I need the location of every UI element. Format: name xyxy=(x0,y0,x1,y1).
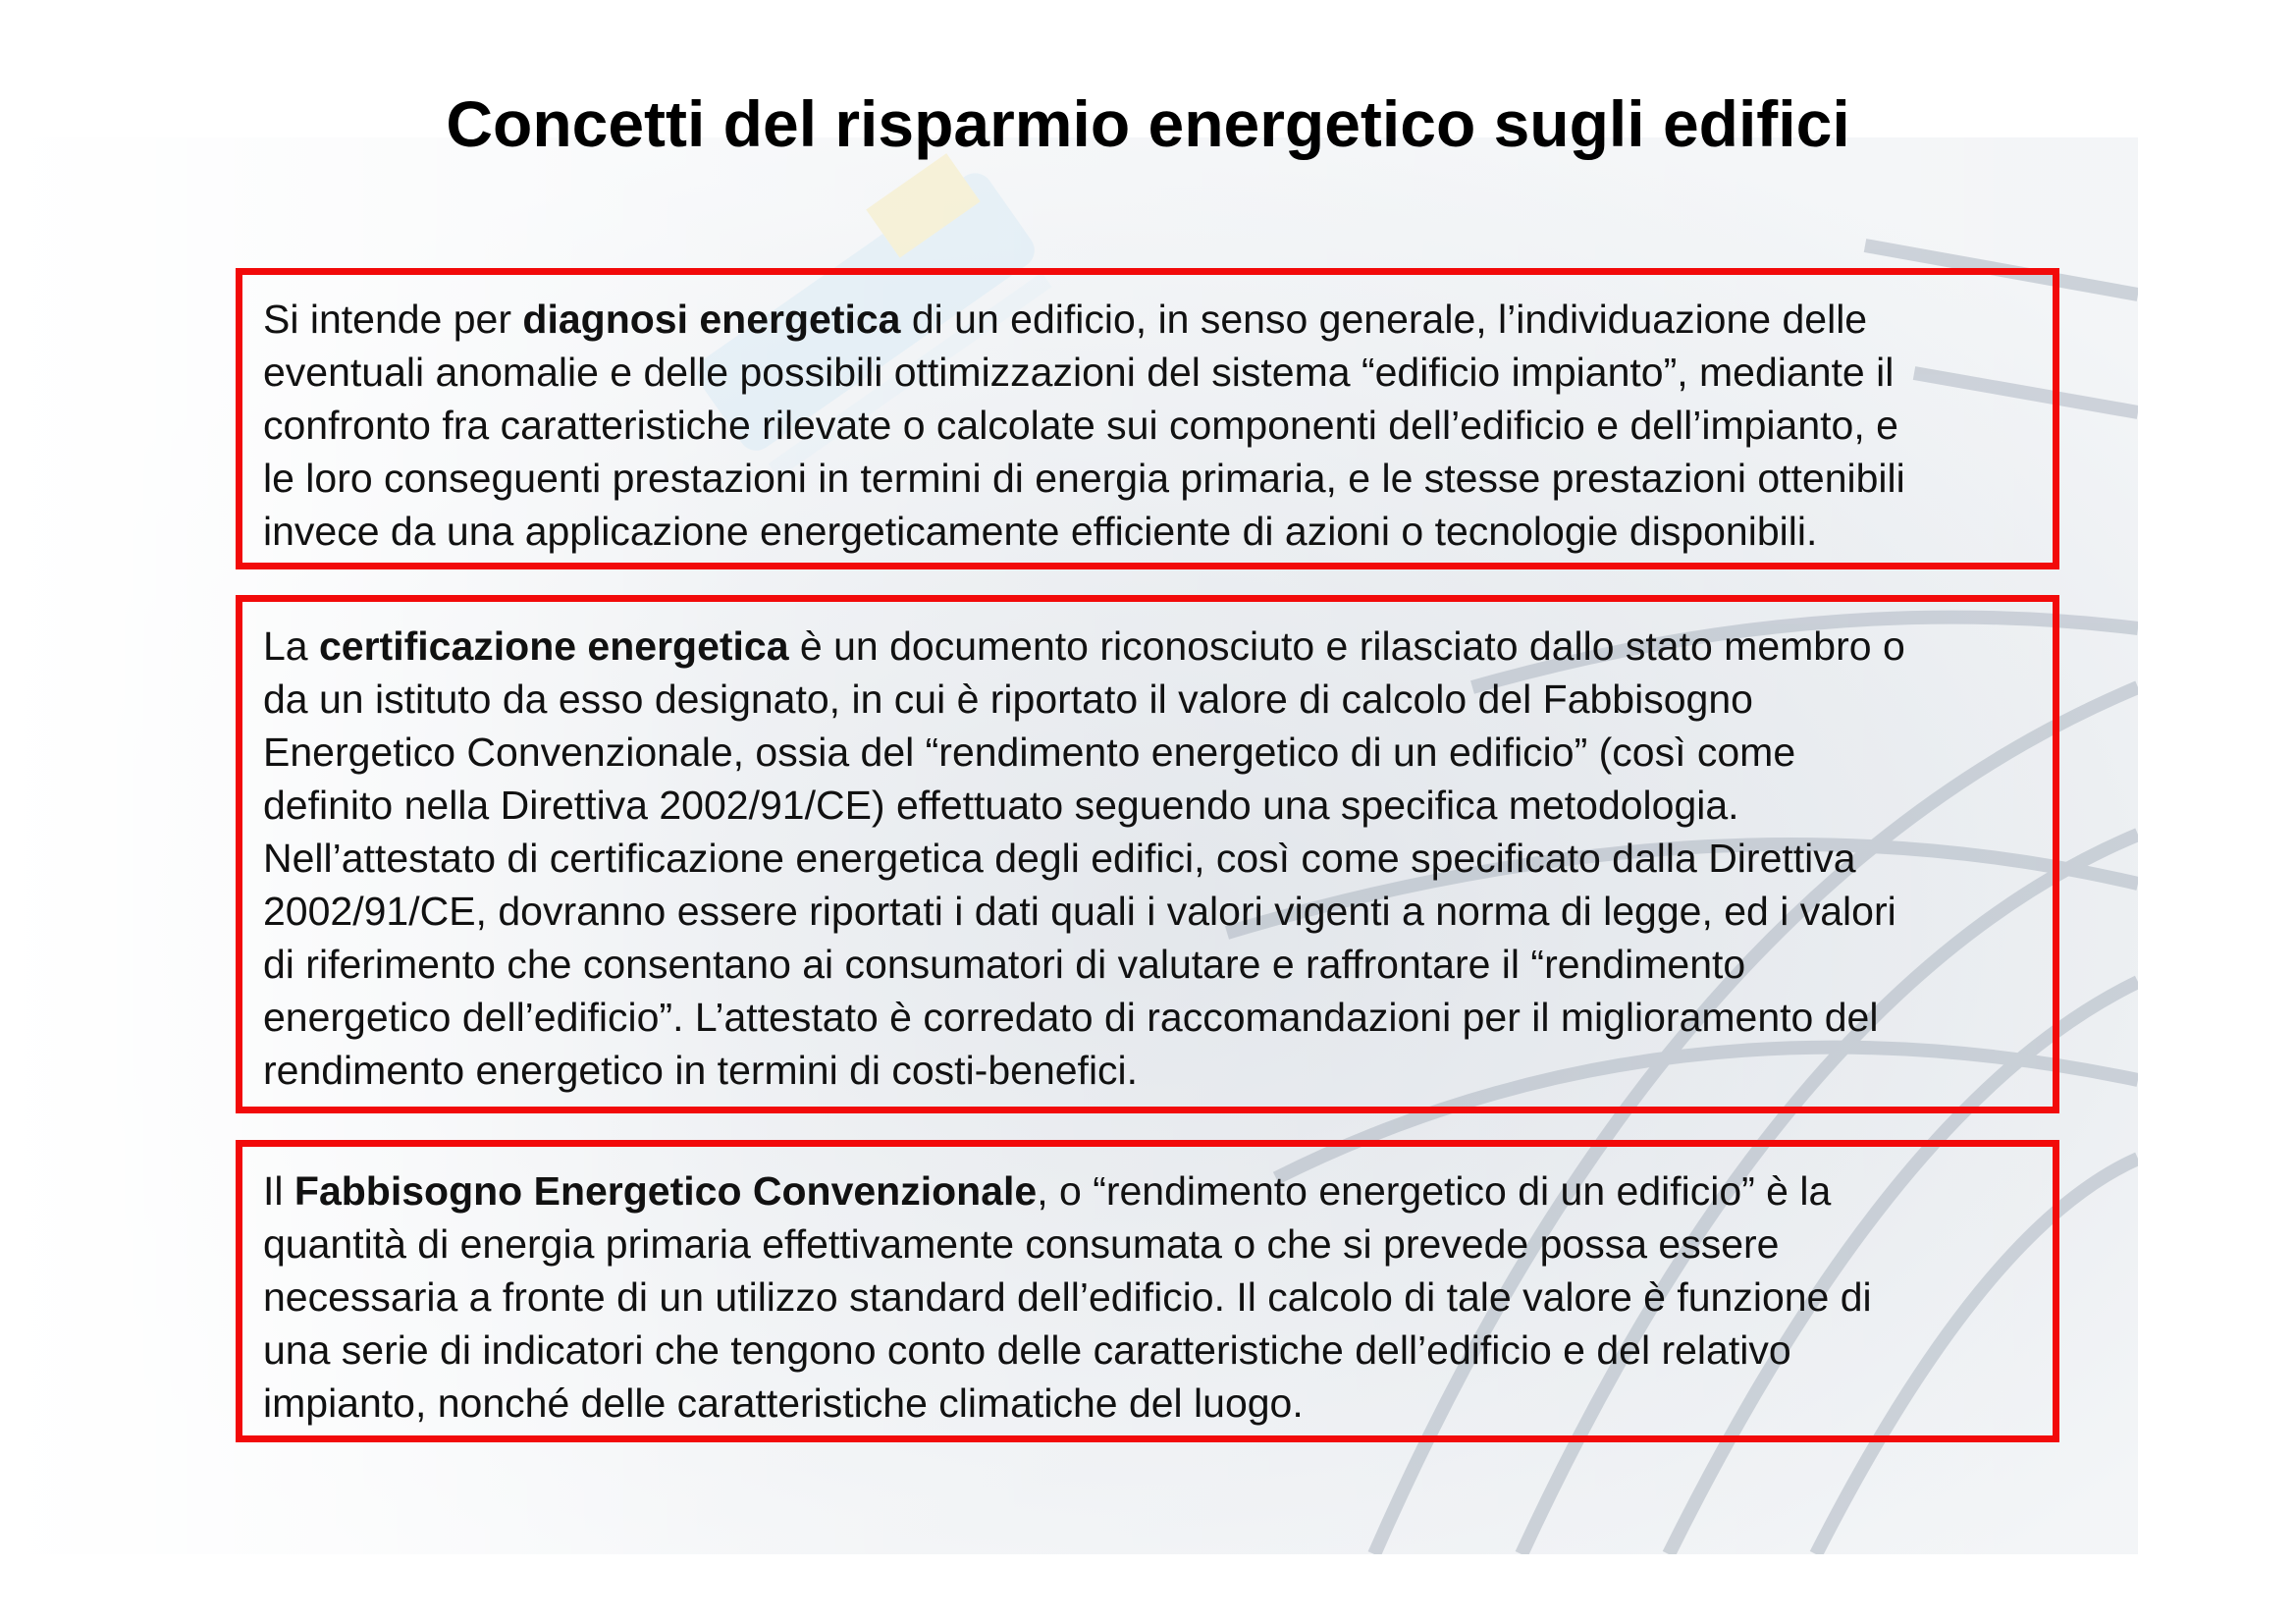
text-line xyxy=(263,885,2027,938)
text-span: Si intende per xyxy=(263,297,523,342)
text-span: Energetico Convenzionale, ossia del “rendimento energetico di un edificio” (così come xyxy=(263,730,1796,775)
text-line xyxy=(263,1164,2027,1217)
text-line xyxy=(263,1271,2027,1324)
energy-need-definition-box xyxy=(236,1140,2059,1442)
text-line xyxy=(263,1324,2027,1377)
text-span: impianto, nonché delle caratteristiche climatiche del luogo. xyxy=(263,1380,1304,1426)
text-line xyxy=(263,1217,2027,1271)
bold-term: certificazione energetica xyxy=(319,623,789,669)
text-line xyxy=(263,991,2027,1044)
text-span: Nell’attestato di certificazione energetica degli edifici, così come specificato dalla Direttiva xyxy=(263,836,1856,881)
bold-term: Fabbisogno Energetico Convenzionale xyxy=(294,1168,1038,1214)
text-line xyxy=(263,779,2027,832)
text-line xyxy=(263,346,2027,399)
text-span: invece da una applicazione energeticamente efficiente di azioni o tecnologie disponibili. xyxy=(263,509,1818,554)
text-span: da un istituto da esso designato, in cui è riportato il valore di calcolo del Fabbisogno xyxy=(263,676,1753,722)
text-line xyxy=(263,399,2027,452)
text-span: rendimento energetico in termini di costi-benefici. xyxy=(263,1048,1139,1093)
text-line xyxy=(263,673,2027,726)
text-line xyxy=(263,832,2027,885)
text-span: di un edificio, in senso generale, l’individuazione delle xyxy=(900,297,1868,342)
text-span: quantità di energia primaria effettivamente consumata o che si prevede possa essere xyxy=(263,1221,1780,1267)
text-line xyxy=(263,1377,2027,1430)
text-span: definito nella Direttiva 2002/91/CE) effettuato seguendo una specifica metodologia. xyxy=(263,783,1739,828)
text-line xyxy=(263,938,2027,991)
page-title: Concetti del risparmio energetico sugli edifici xyxy=(446,87,1850,160)
text-span: energetico dell’edificio”. L’attestato è corredato di raccomandazioni per il miglioramento del xyxy=(263,995,1879,1040)
text-span: una serie di indicatori che tengono conto delle caratteristiche dell’edificio e del relativo xyxy=(263,1327,1791,1373)
text-line xyxy=(263,293,2027,346)
text-span: di riferimento che consentano ai consumatori di valutare e raffrontare il “rendimento xyxy=(263,942,1746,987)
text-span: è un documento riconosciuto e rilasciato dallo stato membro o xyxy=(788,623,1905,669)
text-span: eventuali anomalie e delle possibili ottimizzazioni del sistema “edificio impianto”, mediante il xyxy=(263,350,1895,395)
text-line xyxy=(263,505,2027,558)
text-span: le loro conseguenti prestazioni in termini di energia primaria, e le stesse prestazioni ottenibili xyxy=(263,456,1905,501)
text-line xyxy=(263,620,2027,673)
bold-term: diagnosi energetica xyxy=(522,297,901,342)
text-line xyxy=(263,1044,2027,1097)
certification-definition-box xyxy=(236,595,2059,1113)
text-span: Il xyxy=(263,1168,294,1214)
text-span: necessaria a fronte di un utilizzo standard dell’edificio. Il calcolo di tale valore è funzione di xyxy=(263,1274,1872,1320)
text-span: La xyxy=(263,623,319,669)
text-span: 2002/91/CE, dovranno essere riportati i dati quali i valori vigenti a norma di legge, ed i valori xyxy=(263,889,1896,934)
text-line xyxy=(263,452,2027,505)
text-span: confronto fra caratteristiche rilevate o calcolate sui componenti dell’edificio e dell’impianto, e xyxy=(263,403,1898,448)
text-line xyxy=(263,726,2027,779)
diagnosis-definition-box xyxy=(236,268,2059,569)
text-span: , o “rendimento energetico di un edificio” è la xyxy=(1037,1168,1832,1214)
